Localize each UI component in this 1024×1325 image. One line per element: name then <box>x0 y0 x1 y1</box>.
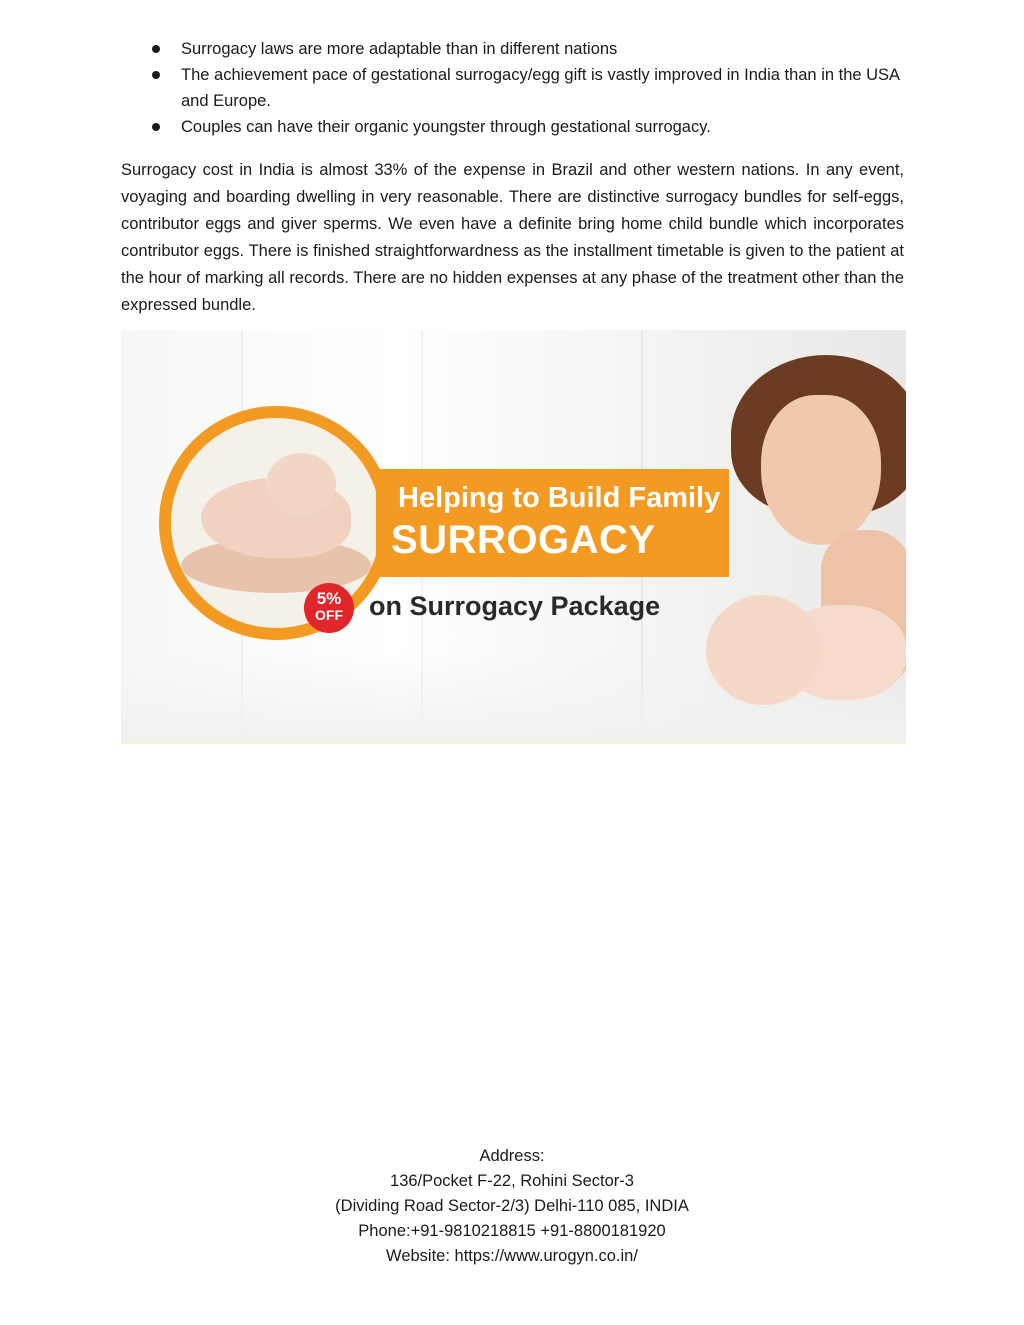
cost-paragraph: Surrogacy cost in India is almost 33% of the expense in Brazil and other western nations. In any event, voyaging and boarding dwelling in very reasonable. There are distinctive surrogacy bundles for self-eggs, contributor eggs and giver sperms. We even have a definite bring home child bundle which incorporates contributor eggs. There is finished straightforwardness as the installment timetable is given to the patient at the hour of marking all records. There are no hidden expenses at any phase of the treatment other than the expressed bundle. <box>121 161 904 314</box>
package-text: on Surrogacy Package <box>369 591 661 621</box>
discount-percent: 5% <box>316 589 342 608</box>
discount-badge <box>304 583 354 633</box>
address-label: Address: <box>479 1147 545 1165</box>
mother-face <box>761 395 881 545</box>
banner-title: SURROGACY <box>391 518 656 562</box>
newborn-circle-photo <box>159 406 393 640</box>
surrogacy-banner-image <box>121 330 906 744</box>
benefits-list <box>145 36 905 140</box>
discount-off-label: OFF <box>315 607 343 623</box>
address-line: 136/Pocket F-22, Rohini Sector-3 <box>390 1172 634 1190</box>
address-line: (Dividing Road Sector-2/3) Delhi-110 085, INDIA <box>335 1197 689 1215</box>
list-item: The achievement pace of gestational surrogacy/egg gift is vastly improved in India than in the USA and Europe. <box>145 62 905 114</box>
contact-footer <box>212 1144 812 1269</box>
list-item: Couples can have their organic youngster through gestational surrogacy. <box>145 114 905 140</box>
list-item: Surrogacy laws are more adaptable than in different nations <box>145 36 905 62</box>
baby-head <box>706 595 821 705</box>
website-link[interactable]: Website: https://www.urogyn.co.in/ <box>386 1247 638 1265</box>
phone-numbers: Phone:+91-9810218815 +91-8800181920 <box>358 1222 666 1240</box>
newborn-head <box>266 453 336 515</box>
banner-headline: Helping to Build Family <box>398 482 721 514</box>
